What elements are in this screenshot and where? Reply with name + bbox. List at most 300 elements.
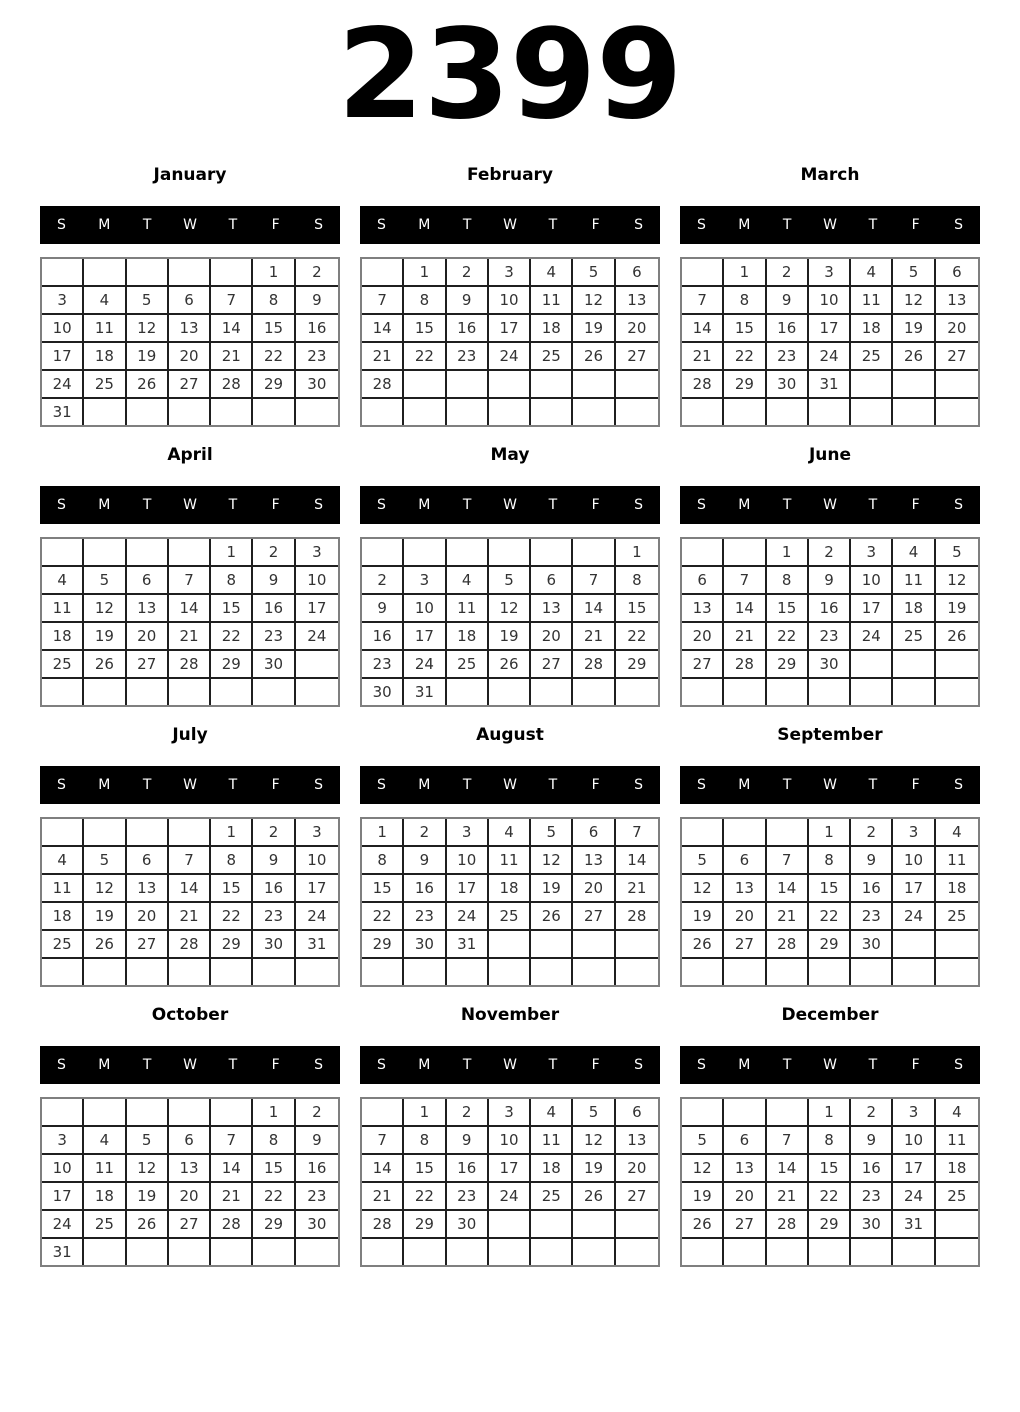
- day-cell: 30: [447, 1211, 489, 1239]
- day-cell: 7: [211, 1127, 253, 1155]
- day-cell: [296, 399, 338, 425]
- day-cell: 6: [616, 259, 658, 287]
- day-cell: [84, 1239, 126, 1265]
- day-cell: 3: [42, 1127, 84, 1155]
- weekday-label: M: [98, 497, 111, 513]
- day-cell: 11: [84, 315, 126, 343]
- month-days-grid: [360, 817, 660, 987]
- day-cell: 6: [616, 1099, 658, 1127]
- month-block: [360, 1005, 660, 1267]
- weekday-label: S: [376, 217, 386, 233]
- day-cell: [573, 1211, 615, 1239]
- day-cell: [84, 399, 126, 425]
- day-cell: 26: [84, 931, 126, 959]
- weekday-label: T: [782, 777, 792, 793]
- day-cell: 17: [404, 623, 446, 651]
- day-cell: 15: [767, 595, 809, 623]
- day-cell: 27: [573, 903, 615, 931]
- month-days-grid: [680, 257, 980, 427]
- day-cell: 8: [253, 287, 295, 315]
- day-cell: 1: [253, 259, 295, 287]
- day-cell: [84, 259, 126, 287]
- day-cell: 25: [936, 1183, 978, 1211]
- day-cell: 2: [851, 1099, 893, 1127]
- day-cell: [682, 399, 724, 425]
- day-cell: 6: [573, 819, 615, 847]
- day-cell: 26: [682, 931, 724, 959]
- day-cell: 19: [682, 1183, 724, 1211]
- day-cell: 3: [489, 259, 531, 287]
- day-cell: 14: [362, 1155, 404, 1183]
- weekday-label: S: [376, 497, 386, 513]
- day-cell: 7: [169, 567, 211, 595]
- weekday-header-row: [40, 1046, 340, 1084]
- day-cell: [616, 399, 658, 425]
- day-cell: 17: [296, 875, 338, 903]
- day-cell: 22: [253, 343, 295, 371]
- day-cell: [211, 1099, 253, 1127]
- day-cell: 3: [893, 819, 935, 847]
- month-days-grid: [360, 257, 660, 427]
- day-cell: 14: [211, 315, 253, 343]
- day-cell: 23: [767, 343, 809, 371]
- day-cell: 7: [767, 1127, 809, 1155]
- day-cell: [253, 959, 295, 985]
- day-cell: 30: [767, 371, 809, 399]
- day-cell: 29: [809, 1211, 851, 1239]
- day-cell: 13: [169, 1155, 211, 1183]
- day-cell: 6: [724, 1127, 766, 1155]
- day-cell: [767, 819, 809, 847]
- day-cell: 24: [42, 1211, 84, 1239]
- day-cell: 12: [936, 567, 978, 595]
- day-cell: 2: [447, 1099, 489, 1127]
- day-cell: 21: [211, 1183, 253, 1211]
- weekday-label: M: [418, 777, 431, 793]
- day-cell: 30: [296, 371, 338, 399]
- day-cell: 21: [169, 623, 211, 651]
- day-cell: [169, 819, 211, 847]
- day-cell: 3: [893, 1099, 935, 1127]
- weekday-header-row: [360, 766, 660, 804]
- day-cell: 10: [893, 847, 935, 875]
- day-cell: 21: [767, 1183, 809, 1211]
- weekday-label: M: [418, 497, 431, 513]
- day-cell: [211, 259, 253, 287]
- day-cell: 22: [253, 1183, 295, 1211]
- day-cell: 19: [893, 315, 935, 343]
- weekday-header-row: [360, 1046, 660, 1084]
- day-cell: 17: [893, 875, 935, 903]
- day-cell: 17: [489, 315, 531, 343]
- day-cell: 19: [573, 315, 615, 343]
- day-cell: 1: [404, 259, 446, 287]
- day-cell: [169, 959, 211, 985]
- day-cell: 1: [211, 539, 253, 567]
- day-cell: 19: [573, 1155, 615, 1183]
- month-name: May: [490, 445, 530, 465]
- weekday-label: S: [56, 1057, 66, 1073]
- weekday-header-row: [680, 1046, 980, 1084]
- month-block: [680, 445, 980, 707]
- day-cell: 11: [893, 567, 935, 595]
- month-name: August: [476, 725, 544, 745]
- month-name: July: [172, 725, 208, 745]
- day-cell: [724, 1099, 766, 1127]
- day-cell: [767, 1239, 809, 1265]
- weekday-label: S: [696, 497, 706, 513]
- day-cell: 13: [169, 315, 211, 343]
- day-cell: 13: [616, 287, 658, 315]
- day-cell: [936, 679, 978, 705]
- day-cell: 11: [851, 287, 893, 315]
- month-days-grid: [40, 817, 340, 987]
- day-cell: [253, 399, 295, 425]
- day-cell: [42, 539, 84, 567]
- day-cell: [682, 679, 724, 705]
- day-cell: 16: [253, 875, 295, 903]
- day-cell: 3: [489, 1099, 531, 1127]
- day-cell: 31: [447, 931, 489, 959]
- day-cell: 28: [362, 1211, 404, 1239]
- weekday-label: S: [314, 1057, 324, 1073]
- day-cell: 27: [616, 343, 658, 371]
- day-cell: 6: [169, 287, 211, 315]
- day-cell: 10: [447, 847, 489, 875]
- day-cell: 4: [42, 567, 84, 595]
- day-cell: 4: [893, 539, 935, 567]
- day-cell: 7: [767, 847, 809, 875]
- month-block: [40, 165, 340, 427]
- day-cell: 30: [296, 1211, 338, 1239]
- day-cell: 4: [531, 259, 573, 287]
- day-cell: [616, 1211, 658, 1239]
- day-cell: 1: [362, 819, 404, 847]
- day-cell: [169, 259, 211, 287]
- day-cell: 19: [84, 903, 126, 931]
- day-cell: [296, 959, 338, 985]
- day-cell: [724, 1239, 766, 1265]
- day-cell: 13: [936, 287, 978, 315]
- weekday-label: T: [228, 497, 238, 513]
- day-cell: 2: [362, 567, 404, 595]
- day-cell: 16: [767, 315, 809, 343]
- day-cell: [724, 539, 766, 567]
- day-cell: [127, 1239, 169, 1265]
- weekday-header-row: [680, 206, 980, 244]
- weekday-header-row: [40, 766, 340, 804]
- day-cell: 31: [42, 1239, 84, 1265]
- day-cell: [616, 1239, 658, 1265]
- day-cell: 9: [851, 847, 893, 875]
- day-cell: [851, 959, 893, 985]
- day-cell: 23: [809, 623, 851, 651]
- month-days-grid: [680, 537, 980, 707]
- day-cell: [489, 1211, 531, 1239]
- day-cell: [489, 399, 531, 425]
- day-cell: [724, 679, 766, 705]
- day-cell: [404, 371, 446, 399]
- day-cell: 15: [211, 595, 253, 623]
- weekday-label: S: [314, 497, 324, 513]
- day-cell: 5: [531, 819, 573, 847]
- weekday-label: S: [376, 1057, 386, 1073]
- day-cell: [42, 1099, 84, 1127]
- day-cell: 30: [404, 931, 446, 959]
- day-cell: 23: [447, 1183, 489, 1211]
- day-cell: 18: [42, 623, 84, 651]
- day-cell: [616, 931, 658, 959]
- day-cell: 1: [404, 1099, 446, 1127]
- day-cell: 14: [682, 315, 724, 343]
- day-cell: 29: [253, 371, 295, 399]
- day-cell: 19: [531, 875, 573, 903]
- day-cell: [573, 399, 615, 425]
- day-cell: 24: [404, 651, 446, 679]
- day-cell: 3: [447, 819, 489, 847]
- day-cell: 8: [809, 1127, 851, 1155]
- day-cell: 31: [404, 679, 446, 705]
- day-cell: 4: [489, 819, 531, 847]
- day-cell: 3: [809, 259, 851, 287]
- weekday-label: W: [183, 497, 197, 513]
- day-cell: 15: [253, 315, 295, 343]
- weekday-label: W: [503, 777, 517, 793]
- day-cell: 23: [253, 903, 295, 931]
- day-cell: [809, 959, 851, 985]
- day-cell: 8: [809, 847, 851, 875]
- day-cell: 2: [404, 819, 446, 847]
- day-cell: [682, 259, 724, 287]
- day-cell: 10: [489, 1127, 531, 1155]
- day-cell: 20: [616, 1155, 658, 1183]
- day-cell: [42, 819, 84, 847]
- day-cell: 24: [447, 903, 489, 931]
- day-cell: 13: [573, 847, 615, 875]
- day-cell: [127, 539, 169, 567]
- weekday-label: T: [548, 1057, 558, 1073]
- day-cell: 24: [489, 1183, 531, 1211]
- day-cell: 22: [724, 343, 766, 371]
- day-cell: 12: [682, 1155, 724, 1183]
- weekday-label: S: [56, 777, 66, 793]
- day-cell: 6: [682, 567, 724, 595]
- weekday-label: T: [548, 497, 558, 513]
- month-name: October: [151, 1005, 229, 1025]
- month-block: [360, 445, 660, 707]
- day-cell: 27: [724, 931, 766, 959]
- day-cell: 29: [767, 651, 809, 679]
- day-cell: 23: [362, 651, 404, 679]
- day-cell: 9: [253, 847, 295, 875]
- day-cell: 4: [531, 1099, 573, 1127]
- day-cell: 14: [767, 875, 809, 903]
- day-cell: [84, 539, 126, 567]
- day-cell: 11: [936, 847, 978, 875]
- weekday-label: F: [591, 497, 600, 513]
- day-cell: 21: [169, 903, 211, 931]
- day-cell: 28: [211, 371, 253, 399]
- day-cell: 12: [573, 1127, 615, 1155]
- day-cell: 28: [767, 1211, 809, 1239]
- day-cell: 17: [851, 595, 893, 623]
- day-cell: [169, 399, 211, 425]
- day-cell: 11: [447, 595, 489, 623]
- day-cell: 18: [42, 903, 84, 931]
- day-cell: 24: [296, 903, 338, 931]
- weekday-label: F: [271, 217, 280, 233]
- day-cell: 9: [809, 567, 851, 595]
- month-block: [360, 165, 660, 427]
- day-cell: 2: [253, 819, 295, 847]
- day-cell: 22: [767, 623, 809, 651]
- day-cell: 20: [724, 1183, 766, 1211]
- day-cell: [851, 651, 893, 679]
- day-cell: 28: [724, 651, 766, 679]
- day-cell: 24: [851, 623, 893, 651]
- day-cell: 5: [84, 847, 126, 875]
- day-cell: 24: [809, 343, 851, 371]
- day-cell: 26: [893, 343, 935, 371]
- day-cell: 23: [447, 343, 489, 371]
- day-cell: [362, 959, 404, 985]
- year-title: 2399: [337, 3, 683, 147]
- day-cell: 7: [211, 287, 253, 315]
- day-cell: 21: [362, 1183, 404, 1211]
- day-cell: [936, 1239, 978, 1265]
- day-cell: 16: [851, 1155, 893, 1183]
- weekday-label: M: [738, 497, 751, 513]
- day-cell: [127, 399, 169, 425]
- day-cell: 2: [851, 819, 893, 847]
- month-name: December: [781, 1005, 879, 1025]
- day-cell: 5: [489, 567, 531, 595]
- month-days-grid: [680, 817, 980, 987]
- day-cell: [936, 371, 978, 399]
- weekday-label: T: [462, 217, 472, 233]
- day-cell: [489, 371, 531, 399]
- day-cell: 15: [362, 875, 404, 903]
- day-cell: 5: [127, 1127, 169, 1155]
- day-cell: 17: [42, 1183, 84, 1211]
- weekday-label: T: [228, 217, 238, 233]
- day-cell: 16: [362, 623, 404, 651]
- weekday-header-row: [40, 206, 340, 244]
- day-cell: [447, 959, 489, 985]
- day-cell: 27: [127, 931, 169, 959]
- day-cell: 2: [296, 259, 338, 287]
- day-cell: 30: [253, 931, 295, 959]
- day-cell: 25: [84, 371, 126, 399]
- day-cell: 12: [573, 287, 615, 315]
- weekday-label: S: [634, 217, 644, 233]
- day-cell: [936, 651, 978, 679]
- day-cell: [489, 679, 531, 705]
- day-cell: 9: [253, 567, 295, 595]
- day-cell: [936, 399, 978, 425]
- day-cell: [362, 539, 404, 567]
- day-cell: 23: [296, 343, 338, 371]
- weekday-label: W: [503, 1057, 517, 1073]
- day-cell: [573, 371, 615, 399]
- day-cell: 11: [42, 875, 84, 903]
- weekday-header-row: [360, 486, 660, 524]
- day-cell: 4: [936, 819, 978, 847]
- day-cell: [893, 371, 935, 399]
- day-cell: 23: [851, 903, 893, 931]
- day-cell: 7: [362, 1127, 404, 1155]
- day-cell: [531, 959, 573, 985]
- day-cell: [169, 1239, 211, 1265]
- day-cell: 9: [362, 595, 404, 623]
- day-cell: 9: [447, 1127, 489, 1155]
- day-cell: 13: [724, 1155, 766, 1183]
- day-cell: 29: [211, 931, 253, 959]
- day-cell: 10: [296, 567, 338, 595]
- weekday-label: W: [183, 1057, 197, 1073]
- day-cell: [447, 679, 489, 705]
- day-cell: 11: [84, 1155, 126, 1183]
- day-cell: 12: [84, 875, 126, 903]
- day-cell: [531, 931, 573, 959]
- day-cell: 19: [936, 595, 978, 623]
- weekday-label: T: [462, 777, 472, 793]
- day-cell: [893, 1239, 935, 1265]
- day-cell: [84, 1099, 126, 1127]
- day-cell: [404, 399, 446, 425]
- weekday-label: T: [868, 217, 878, 233]
- day-cell: 25: [851, 343, 893, 371]
- month-name: June: [808, 445, 852, 465]
- day-cell: [724, 819, 766, 847]
- weekday-label: M: [738, 217, 751, 233]
- day-cell: 6: [936, 259, 978, 287]
- weekday-label: W: [503, 497, 517, 513]
- day-cell: 26: [127, 371, 169, 399]
- day-cell: 19: [127, 343, 169, 371]
- day-cell: 20: [724, 903, 766, 931]
- weekday-label: S: [634, 1057, 644, 1073]
- day-cell: 27: [531, 651, 573, 679]
- day-cell: 26: [489, 651, 531, 679]
- month-block: [40, 445, 340, 707]
- day-cell: 22: [362, 903, 404, 931]
- day-cell: 26: [573, 343, 615, 371]
- day-cell: [893, 931, 935, 959]
- day-cell: 13: [127, 595, 169, 623]
- day-cell: 1: [616, 539, 658, 567]
- day-cell: 17: [447, 875, 489, 903]
- day-cell: 27: [616, 1183, 658, 1211]
- day-cell: 8: [404, 287, 446, 315]
- day-cell: [531, 399, 573, 425]
- day-cell: [936, 931, 978, 959]
- day-cell: 29: [362, 931, 404, 959]
- day-cell: 23: [404, 903, 446, 931]
- weekday-label: W: [823, 777, 837, 793]
- day-cell: [489, 1239, 531, 1265]
- day-cell: 20: [616, 315, 658, 343]
- month-block: [680, 1005, 980, 1267]
- day-cell: 8: [253, 1127, 295, 1155]
- day-cell: 26: [936, 623, 978, 651]
- month-days-grid: [40, 537, 340, 707]
- day-cell: [893, 959, 935, 985]
- day-cell: 21: [573, 623, 615, 651]
- month-days-grid: [40, 257, 340, 427]
- day-cell: 2: [253, 539, 295, 567]
- day-cell: [84, 819, 126, 847]
